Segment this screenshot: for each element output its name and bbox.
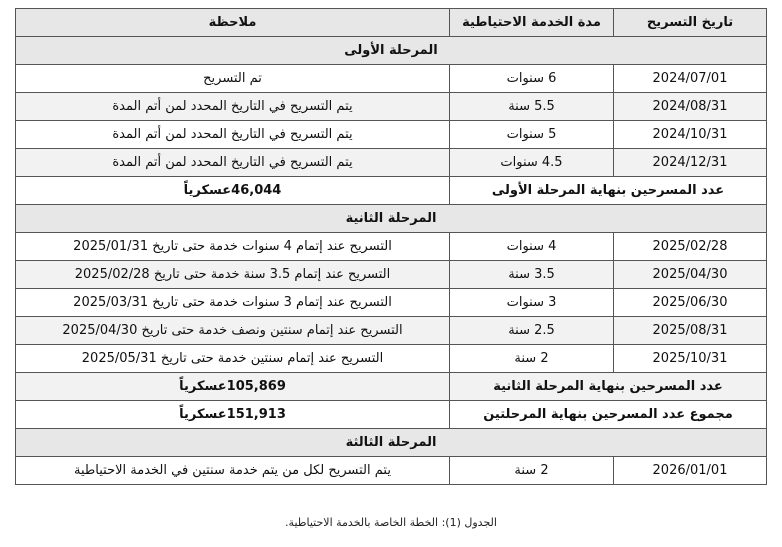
discharge-date-cell: 2026/01/01 bbox=[614, 457, 767, 485]
table-header-row bbox=[16, 9, 767, 37]
note-cell: التسريح عند إتمام 4 سنوات خدمة حتى تاريخ 2025/01/31 bbox=[16, 233, 450, 261]
note-cell: التسريح عند إتمام 3 سنوات خدمة حتى تاريخ 2025/03/31 bbox=[16, 289, 450, 317]
discharge-date-cell: 2024/08/31 bbox=[614, 93, 767, 121]
grand-total-row bbox=[16, 401, 767, 429]
table-row bbox=[16, 289, 767, 317]
duration-cell: 2.5 سنة bbox=[450, 317, 614, 345]
note-cell: التسريح عند إتمام 3.5 سنة خدمة حتى تاريخ 2025/02/28 bbox=[16, 261, 450, 289]
stage-2-total-value: 105,869عسكرياً bbox=[16, 373, 450, 401]
duration-cell: 5.5 سنة bbox=[450, 93, 614, 121]
table-row bbox=[16, 121, 767, 149]
discharge-date-cell: 2024/07/01 bbox=[614, 65, 767, 93]
note-cell: يتم التسريح في التاريخ المحدد لمن أتم المدة bbox=[16, 149, 450, 177]
table-row bbox=[16, 345, 767, 373]
stage-1-total-row bbox=[16, 177, 767, 205]
stage-1-total-label: عدد المسرحين بنهاية المرحلة الأولى bbox=[450, 177, 767, 205]
table-row bbox=[16, 233, 767, 261]
table-row bbox=[16, 149, 767, 177]
table-row bbox=[16, 93, 767, 121]
stage-2-total-row bbox=[16, 373, 767, 401]
table-row bbox=[16, 261, 767, 289]
stage-2-title: المرحلة الثانية bbox=[16, 205, 767, 233]
header-note: ملاحظة bbox=[16, 9, 450, 37]
stage-2-total-label: عدد المسرحين بنهاية المرحلة الثانية bbox=[450, 373, 767, 401]
discharge-date-cell: 2025/08/31 bbox=[614, 317, 767, 345]
discharge-date-cell: 2025/06/30 bbox=[614, 289, 767, 317]
note-cell: يتم التسريح في التاريخ المحدد لمن أتم المدة bbox=[16, 121, 450, 149]
discharge-date-cell: 2024/10/31 bbox=[614, 121, 767, 149]
discharge-date-cell: 2024/12/31 bbox=[614, 149, 767, 177]
header-discharge-date: تاريخ التسريح bbox=[614, 9, 767, 37]
table-row bbox=[16, 65, 767, 93]
note-cell: يتم التسريح لكل من يتم خدمة سنتين في الخدمة الاحتياطية bbox=[16, 457, 450, 485]
table-row bbox=[16, 457, 767, 485]
discharge-date-cell: 2025/04/30 bbox=[614, 261, 767, 289]
discharge-date-cell: 2025/02/28 bbox=[614, 233, 767, 261]
duration-cell: 6 سنوات bbox=[450, 65, 614, 93]
note-cell: التسريح عند إتمام سنتين خدمة حتى تاريخ 2025/05/31 bbox=[16, 345, 450, 373]
stage-3-title-row bbox=[16, 429, 767, 457]
stage-1-title: المرحلة الأولى bbox=[16, 37, 767, 65]
grand-total-label: مجموع عدد المسرحين بنهاية المرحلتين bbox=[450, 401, 767, 429]
stage-2-title-row bbox=[16, 205, 767, 233]
grand-total-value: 151,913عسكرياً bbox=[16, 401, 450, 429]
duration-cell: 2 سنة bbox=[450, 345, 614, 373]
note-cell: التسريح عند إتمام سنتين ونصف خدمة حتى تاريخ 2025/04/30 bbox=[16, 317, 450, 345]
table-row bbox=[16, 317, 767, 345]
table-caption: الجدول (1): الخطة الخاصة بالخدمة الاحتياطية. bbox=[285, 516, 497, 529]
discharge-date-cell: 2025/10/31 bbox=[614, 345, 767, 373]
duration-cell: 3 سنوات bbox=[450, 289, 614, 317]
note-cell: يتم التسريح في التاريخ المحدد لمن أتم المدة bbox=[16, 93, 450, 121]
duration-cell: 5 سنوات bbox=[450, 121, 614, 149]
note-cell: تم التسريح bbox=[16, 65, 450, 93]
header-reserve-duration: مدة الخدمة الاحتياطية bbox=[450, 9, 614, 37]
duration-cell: 4.5 سنوات bbox=[450, 149, 614, 177]
duration-cell: 2 سنة bbox=[450, 457, 614, 485]
stage-1-title-row bbox=[16, 37, 767, 65]
reserve-service-plan-table bbox=[15, 8, 767, 485]
stage-1-total-value: 46,044عسكرياً bbox=[16, 177, 450, 205]
duration-cell: 3.5 سنة bbox=[450, 261, 614, 289]
duration-cell: 4 سنوات bbox=[450, 233, 614, 261]
stage-3-title: المرحلة الثالثة bbox=[16, 429, 767, 457]
